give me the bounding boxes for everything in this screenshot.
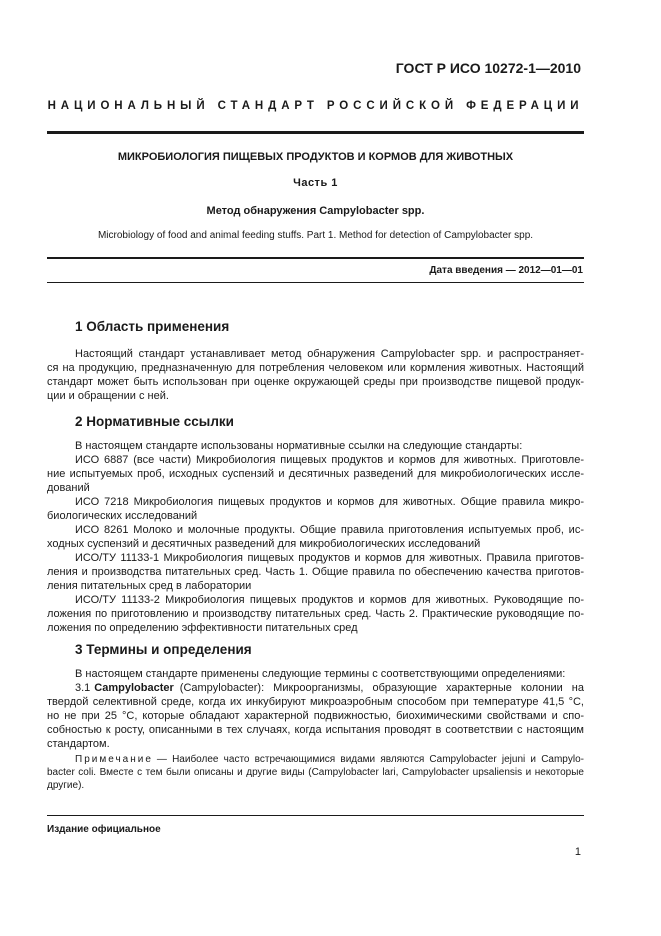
text-line: В настоящем стандарте использованы нормативные ссылки на следующие стандарты: <box>75 440 523 452</box>
text-line: bacter coli. Вместе с тем были описаны и другие виды (Campylobacter lari, Campylobacter upsaliensis и некоторые <box>47 767 584 778</box>
text-line: ления и производства питательных сред. Часть 1. Общие правила по обеспечению качества приготов- <box>47 566 584 578</box>
text-line: — Наиболее часто встречающимися видами являются Campylobacter jejuni и Campylo- <box>156 754 584 765</box>
text-line: ложения по определению эффективности питательных сред <box>47 622 358 634</box>
title-rule <box>47 257 584 259</box>
document-title: МИКРОБИОЛОГИЯ ПИЩЕВЫХ ПРОДУКТОВ И КОРМОВ ДЛЯ ЖИВОТНЫХ <box>117 151 514 163</box>
text-line: другие). <box>47 780 85 791</box>
document-subtitle: Метод обнаружения Campylobacter spp. <box>206 205 425 217</box>
header-rule <box>47 131 584 134</box>
text-line: но не при 25 °С, которые обладают характерной подвижностью, биохимическими свойствами и спо- <box>47 710 584 722</box>
note-label: Примечание <box>75 754 153 765</box>
text-line: Настоящий стандарт устанавливает метод обнаружения Campylobacter spp. и распространяет- <box>75 348 584 360</box>
section-2-heading: 2 Нормативные ссылки <box>75 414 234 429</box>
term-definition-line <box>75 681 584 695</box>
text-line: ИСО/ТУ 11133-1 Микробиология пищевых продуктов и кормов для животных. Правила приготов- <box>75 552 584 564</box>
text-line: ции и обращении с ней. <box>47 390 169 402</box>
text-line: ходных суспензий и десятичных разведений для микробиологических исследований <box>47 538 481 550</box>
footer-rule <box>47 815 584 816</box>
text-line: биологических исследований <box>47 510 198 522</box>
note-line <box>75 753 584 766</box>
text-line: (Campylobacter): Микроорганизмы, образующие характерные колонии на <box>179 682 584 694</box>
text-line: твердой селективной среде, когда их инкубируют микроаэробным способом при температуре 41,5 °С, <box>47 696 584 708</box>
term: Campylobacter <box>94 682 174 694</box>
text-line: В настоящем стандарте применены следующие термины с соответствующими определениями: <box>75 668 566 680</box>
term-number: 3.1 <box>75 682 91 694</box>
date-rule <box>47 282 584 283</box>
text-line: ления питательных сред в лаборатории <box>47 580 252 592</box>
official-edition: Издание официальное <box>47 824 161 835</box>
text-line: ние испытуемых проб, исходных суспензий и десятичных разведений для микробиологических иссле- <box>47 468 584 480</box>
page-number: 1 <box>574 846 581 858</box>
section-3-heading: 3 Термины и определения <box>75 642 252 657</box>
document-number: ГОСТ Р ИСО 10272-1—2010 <box>395 60 581 76</box>
text-line: собностью к росту, описанными в тех случаях, когда испытания проводят в соответствии с настоящим <box>47 724 584 736</box>
text-line: дований <box>47 482 90 494</box>
introduction-date: Дата введения — 2012—01—01 <box>429 265 583 276</box>
english-title: Microbiology of food and animal feeding stuffs. Part 1. Method for detection of Campylobacter spp. <box>97 230 534 241</box>
text-line: стандартом. <box>47 738 110 750</box>
text-line: ИСО 8261 Молоко и молочные продукты. Общие правила приготовления испытуемых проб, ис- <box>75 524 584 536</box>
section-1-heading: 1 Область применения <box>75 319 230 334</box>
text-line: ся на продукцию, предназначенную для потребления человеком или кормления животных. Настоящий <box>47 362 584 374</box>
text-line: ИСО/ТУ 11133-2 Микробиология пищевых продуктов и кормов для животных. Руководящие по- <box>75 594 584 606</box>
text-line: ИСО 7218 Микробиология пищевых продуктов и кормов для животных. Общие правила микро- <box>75 496 584 508</box>
document-part: Часть 1 <box>293 177 338 189</box>
text-line: стандарт может быть использован при оценке окружающей среды при производстве пищевой продук- <box>47 376 584 388</box>
text-line: ИСО 6887 (все части) Микробиология пищевых продуктов и кормов для животных. Приготовле- <box>75 454 584 466</box>
national-standard-caption: НАЦИОНАЛЬНЫЙ СТАНДАРТ РОССИЙСКОЙ ФЕДЕРАЦИИ <box>47 100 584 112</box>
text-line: ложения по приготовлению и производству питательных сред. Часть 2. Практические руководящие по- <box>47 608 584 620</box>
